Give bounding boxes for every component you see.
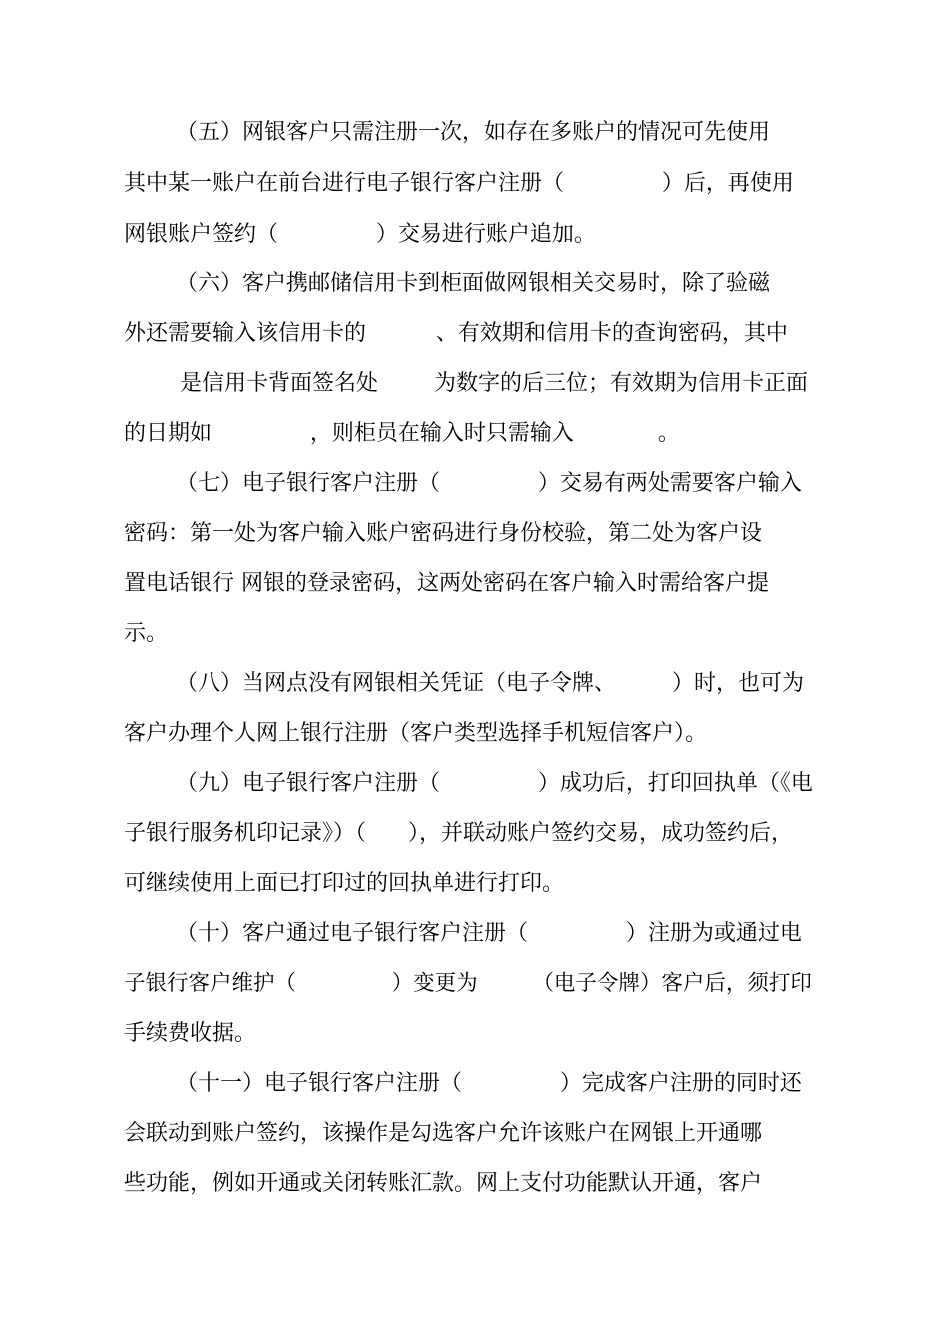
paragraph-7-line-4: 示。: [124, 621, 169, 646]
paragraph-7-line-2: 密码：第一处为客户输入账户密码进行身份校验，第二处为客户设: [124, 521, 763, 546]
paragraph-6-line-2: 外还需要输入该信用卡的 、有效期和信用卡的查询密码，其中: [124, 321, 788, 346]
paragraph-9-line-2: 子银行服务机印记录》）（ ），并联动账户签约交易，成功签约后，: [124, 821, 793, 846]
paragraph-8-line-1: （八）当网点没有网银相关凭证（电子令牌、 ）时，也可为: [176, 671, 804, 696]
paragraph-10-line-2: 子银行客户维护（ ）变更为 （电子令牌）客户后，须打印: [124, 971, 812, 996]
paragraph-10-line-1: （十）客户通过电子银行客户注册（ ）注册为或通过电: [176, 921, 802, 946]
paragraph-11-line-1: （十一）电子银行客户注册（ ）完成客户注册的同时还: [176, 1071, 802, 1096]
paragraph-5-line-2: 其中某一账户在前台进行电子银行客户注册（ ）后，再使用: [124, 171, 794, 196]
paragraph-9-line-1: （九）电子银行客户注册（ ）成功后，打印回执单（《电: [176, 771, 813, 796]
paragraph-9-line-3: 可继续使用上面已打印过的回执单进行打印。: [124, 871, 565, 896]
paragraph-5-line-1: （五）网银客户只需注册一次，如存在多账户的情况可先使用: [176, 120, 771, 145]
paragraph-6-line-4: 的日期如 ，则柜员在输入时只需输入 。: [124, 421, 680, 446]
paragraph-11-line-3: 些功能，例如开通或关闭转账汇款。网上支付功能默认开通，客户: [124, 1171, 763, 1196]
paragraph-10-line-3: 手续费收据。: [124, 1021, 257, 1046]
paragraph-7-line-1: （七）电子银行客户注册（ ）交易有两处需要客户输入: [176, 471, 802, 496]
paragraph-8-line-2: 客户办理个人网上银行注册（客户类型选择手机短信客户）。: [124, 721, 708, 746]
paragraph-6-line-1: （六）客户携邮储信用卡到柜面做网银相关交易时，除了验磁: [176, 271, 771, 296]
paragraph-11-line-2: 会联动到账户签约，该操作是勾选客户允许该账户在网银上开通哪: [124, 1121, 763, 1146]
paragraph-5-line-3: 网银账户签约（ ）交易进行账户追加。: [124, 222, 596, 247]
paragraph-7-line-3: 置电话银行 网银的登录密码，这两处密码在客户输入时需给客户提: [124, 571, 769, 596]
paragraph-6-line-3: 是信用卡背面签名处 为数字的后三位；有效期为信用卡正面: [180, 371, 808, 396]
